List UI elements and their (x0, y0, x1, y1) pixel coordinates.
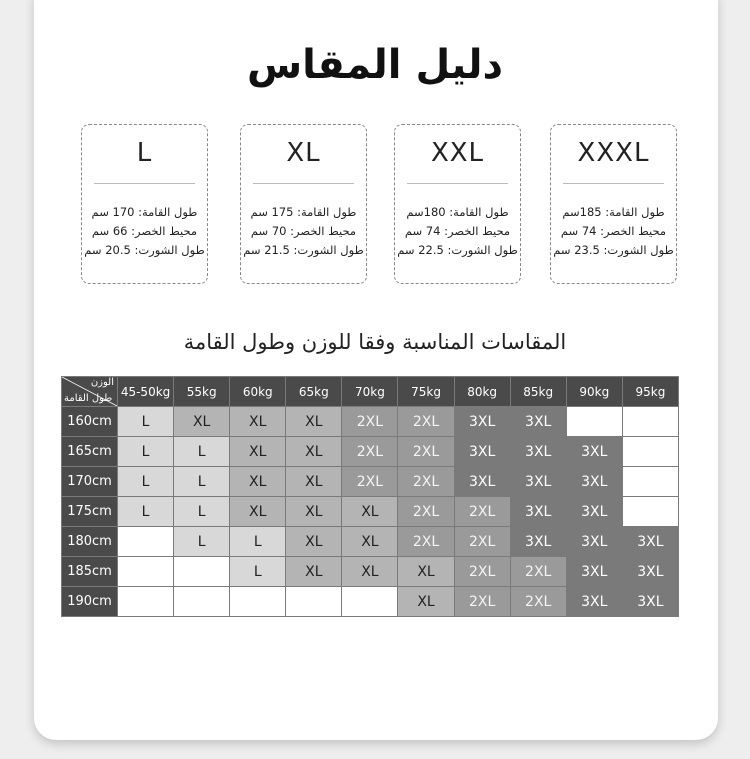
table-row (62, 557, 679, 587)
weight-axis-label: الوزن (90, 377, 114, 388)
size-card-xxxl (550, 124, 677, 284)
table-row (62, 527, 679, 557)
size-cell: 3XL (622, 527, 678, 557)
size-cell: 2XL (398, 497, 454, 527)
weight-header: 45-50kg (118, 377, 174, 407)
size-cell: 3XL (622, 587, 678, 617)
size-cell (118, 527, 174, 557)
size-cell (174, 587, 230, 617)
table-row (62, 437, 679, 467)
size-cell: 3XL (566, 467, 622, 497)
weight-header: 85kg (510, 377, 566, 407)
weight-header: 75kg (398, 377, 454, 407)
size-cell: 2XL (510, 587, 566, 617)
weight-header: 65kg (286, 377, 342, 407)
size-cell: 2XL (398, 467, 454, 497)
size-cell: XL (342, 497, 398, 527)
shorts-length-spec: طول الشورت: 21.5 سم (243, 243, 364, 257)
size-cell (622, 497, 678, 527)
size-cell: XL (174, 407, 230, 437)
size-card-xl (240, 124, 367, 284)
size-cell: XL (230, 407, 286, 437)
height-spec: طول القامة: 170 سم (91, 205, 198, 219)
size-cell: XL (230, 437, 286, 467)
size-cell: 2XL (398, 407, 454, 437)
size-cell: XL (230, 467, 286, 497)
size-cell (286, 587, 342, 617)
size-cell: XL (286, 557, 342, 587)
size-cell: 3XL (510, 497, 566, 527)
size-cell: 2XL (454, 527, 510, 557)
size-cell: 3XL (454, 437, 510, 467)
size-cell: 3XL (454, 407, 510, 437)
weight-header: 60kg (230, 377, 286, 407)
size-cell (174, 557, 230, 587)
corner-header (62, 377, 118, 407)
size-chart-body (62, 407, 679, 617)
height-spec: طول القامة: 180سم (406, 205, 509, 219)
height-header: 160cm (62, 407, 118, 437)
waist-spec: محيط الخصر: 66 سم (91, 224, 198, 238)
divider (94, 183, 195, 184)
weight-header: 55kg (174, 377, 230, 407)
height-axis-label: طول القامة (64, 393, 113, 404)
weight-header: 90kg (566, 377, 622, 407)
height-header: 185cm (62, 557, 118, 587)
size-cell: 3XL (622, 557, 678, 587)
size-cell (230, 587, 286, 617)
divider (563, 183, 664, 184)
size-cell: 3XL (510, 467, 566, 497)
size-cell: XL (286, 407, 342, 437)
size-cell: L (118, 437, 174, 467)
weight-header: 95kg (622, 377, 678, 407)
size-cell (622, 437, 678, 467)
size-cell: XL (342, 557, 398, 587)
size-cell: XL (398, 587, 454, 617)
size-card-l (81, 124, 208, 284)
height-header: 175cm (62, 497, 118, 527)
size-label: XXL (430, 138, 485, 168)
size-cell: L (174, 497, 230, 527)
size-chart-table (61, 376, 679, 617)
height-header: 180cm (62, 527, 118, 557)
height-spec: طول القامة: 185سم (562, 205, 665, 219)
size-cell: 2XL (342, 437, 398, 467)
size-label: L (136, 138, 153, 168)
size-cell: XL (286, 497, 342, 527)
size-cell (566, 407, 622, 437)
size-cell: XL (398, 557, 454, 587)
size-cell: 2XL (510, 557, 566, 587)
shorts-length-spec: طول الشورت: 22.5 سم (397, 243, 518, 257)
size-cell: 2XL (342, 467, 398, 497)
size-cell: 2XL (398, 437, 454, 467)
size-cell: L (230, 557, 286, 587)
size-cell: 3XL (566, 437, 622, 467)
height-spec: طول القامة: 175 سم (250, 205, 357, 219)
weight-header: 70kg (342, 377, 398, 407)
size-cell: L (174, 527, 230, 557)
divider (253, 183, 354, 184)
size-cell: 3XL (454, 467, 510, 497)
weight-header: 80kg (454, 377, 510, 407)
size-cell: 3XL (566, 497, 622, 527)
size-cell: XL (230, 497, 286, 527)
size-cell: 3XL (510, 527, 566, 557)
size-cell: 3XL (566, 557, 622, 587)
size-cell: XL (286, 467, 342, 497)
size-cell: 2XL (454, 587, 510, 617)
size-cell: XL (286, 437, 342, 467)
chart-subtitle: المقاسات المناسبة وفقا للوزن وطول القامة (183, 330, 567, 354)
size-cell: L (118, 467, 174, 497)
waist-spec: محيط الخصر: 70 سم (250, 224, 357, 238)
size-cell: L (230, 527, 286, 557)
shorts-length-spec: طول الشورت: 23.5 سم (553, 243, 674, 257)
weight-header-row (62, 377, 679, 407)
table-row (62, 407, 679, 437)
height-header: 165cm (62, 437, 118, 467)
size-cell: 2XL (342, 407, 398, 437)
size-cell (622, 467, 678, 497)
size-cell: 2XL (398, 527, 454, 557)
table-row (62, 587, 679, 617)
size-guide-card (34, 0, 718, 740)
size-cell: L (174, 467, 230, 497)
size-cell (118, 587, 174, 617)
size-cell: 2XL (454, 497, 510, 527)
size-cell: L (118, 407, 174, 437)
divider (407, 183, 508, 184)
waist-spec: محيط الخصر: 74 سم (560, 224, 667, 238)
size-cell (118, 557, 174, 587)
shorts-length-spec: طول الشورت: 20.5 سم (84, 243, 205, 257)
size-cell: 3XL (566, 527, 622, 557)
size-cell: 3XL (566, 587, 622, 617)
size-cell: XL (286, 527, 342, 557)
size-cell (342, 587, 398, 617)
table-row (62, 497, 679, 527)
size-cell: 3XL (510, 407, 566, 437)
height-header: 170cm (62, 467, 118, 497)
size-cell: L (118, 497, 174, 527)
table-row (62, 467, 679, 497)
height-header: 190cm (62, 587, 118, 617)
size-cell: L (174, 437, 230, 467)
size-cell (622, 407, 678, 437)
size-cell: 2XL (454, 557, 510, 587)
waist-spec: محيط الخصر: 74 سم (404, 224, 511, 238)
size-cell: XL (342, 527, 398, 557)
page-title: دليل المقاس (246, 42, 504, 88)
size-label: XXXL (577, 138, 650, 168)
size-card-xxl (394, 124, 521, 284)
size-cell: 3XL (510, 437, 566, 467)
size-label: XL (286, 138, 321, 168)
